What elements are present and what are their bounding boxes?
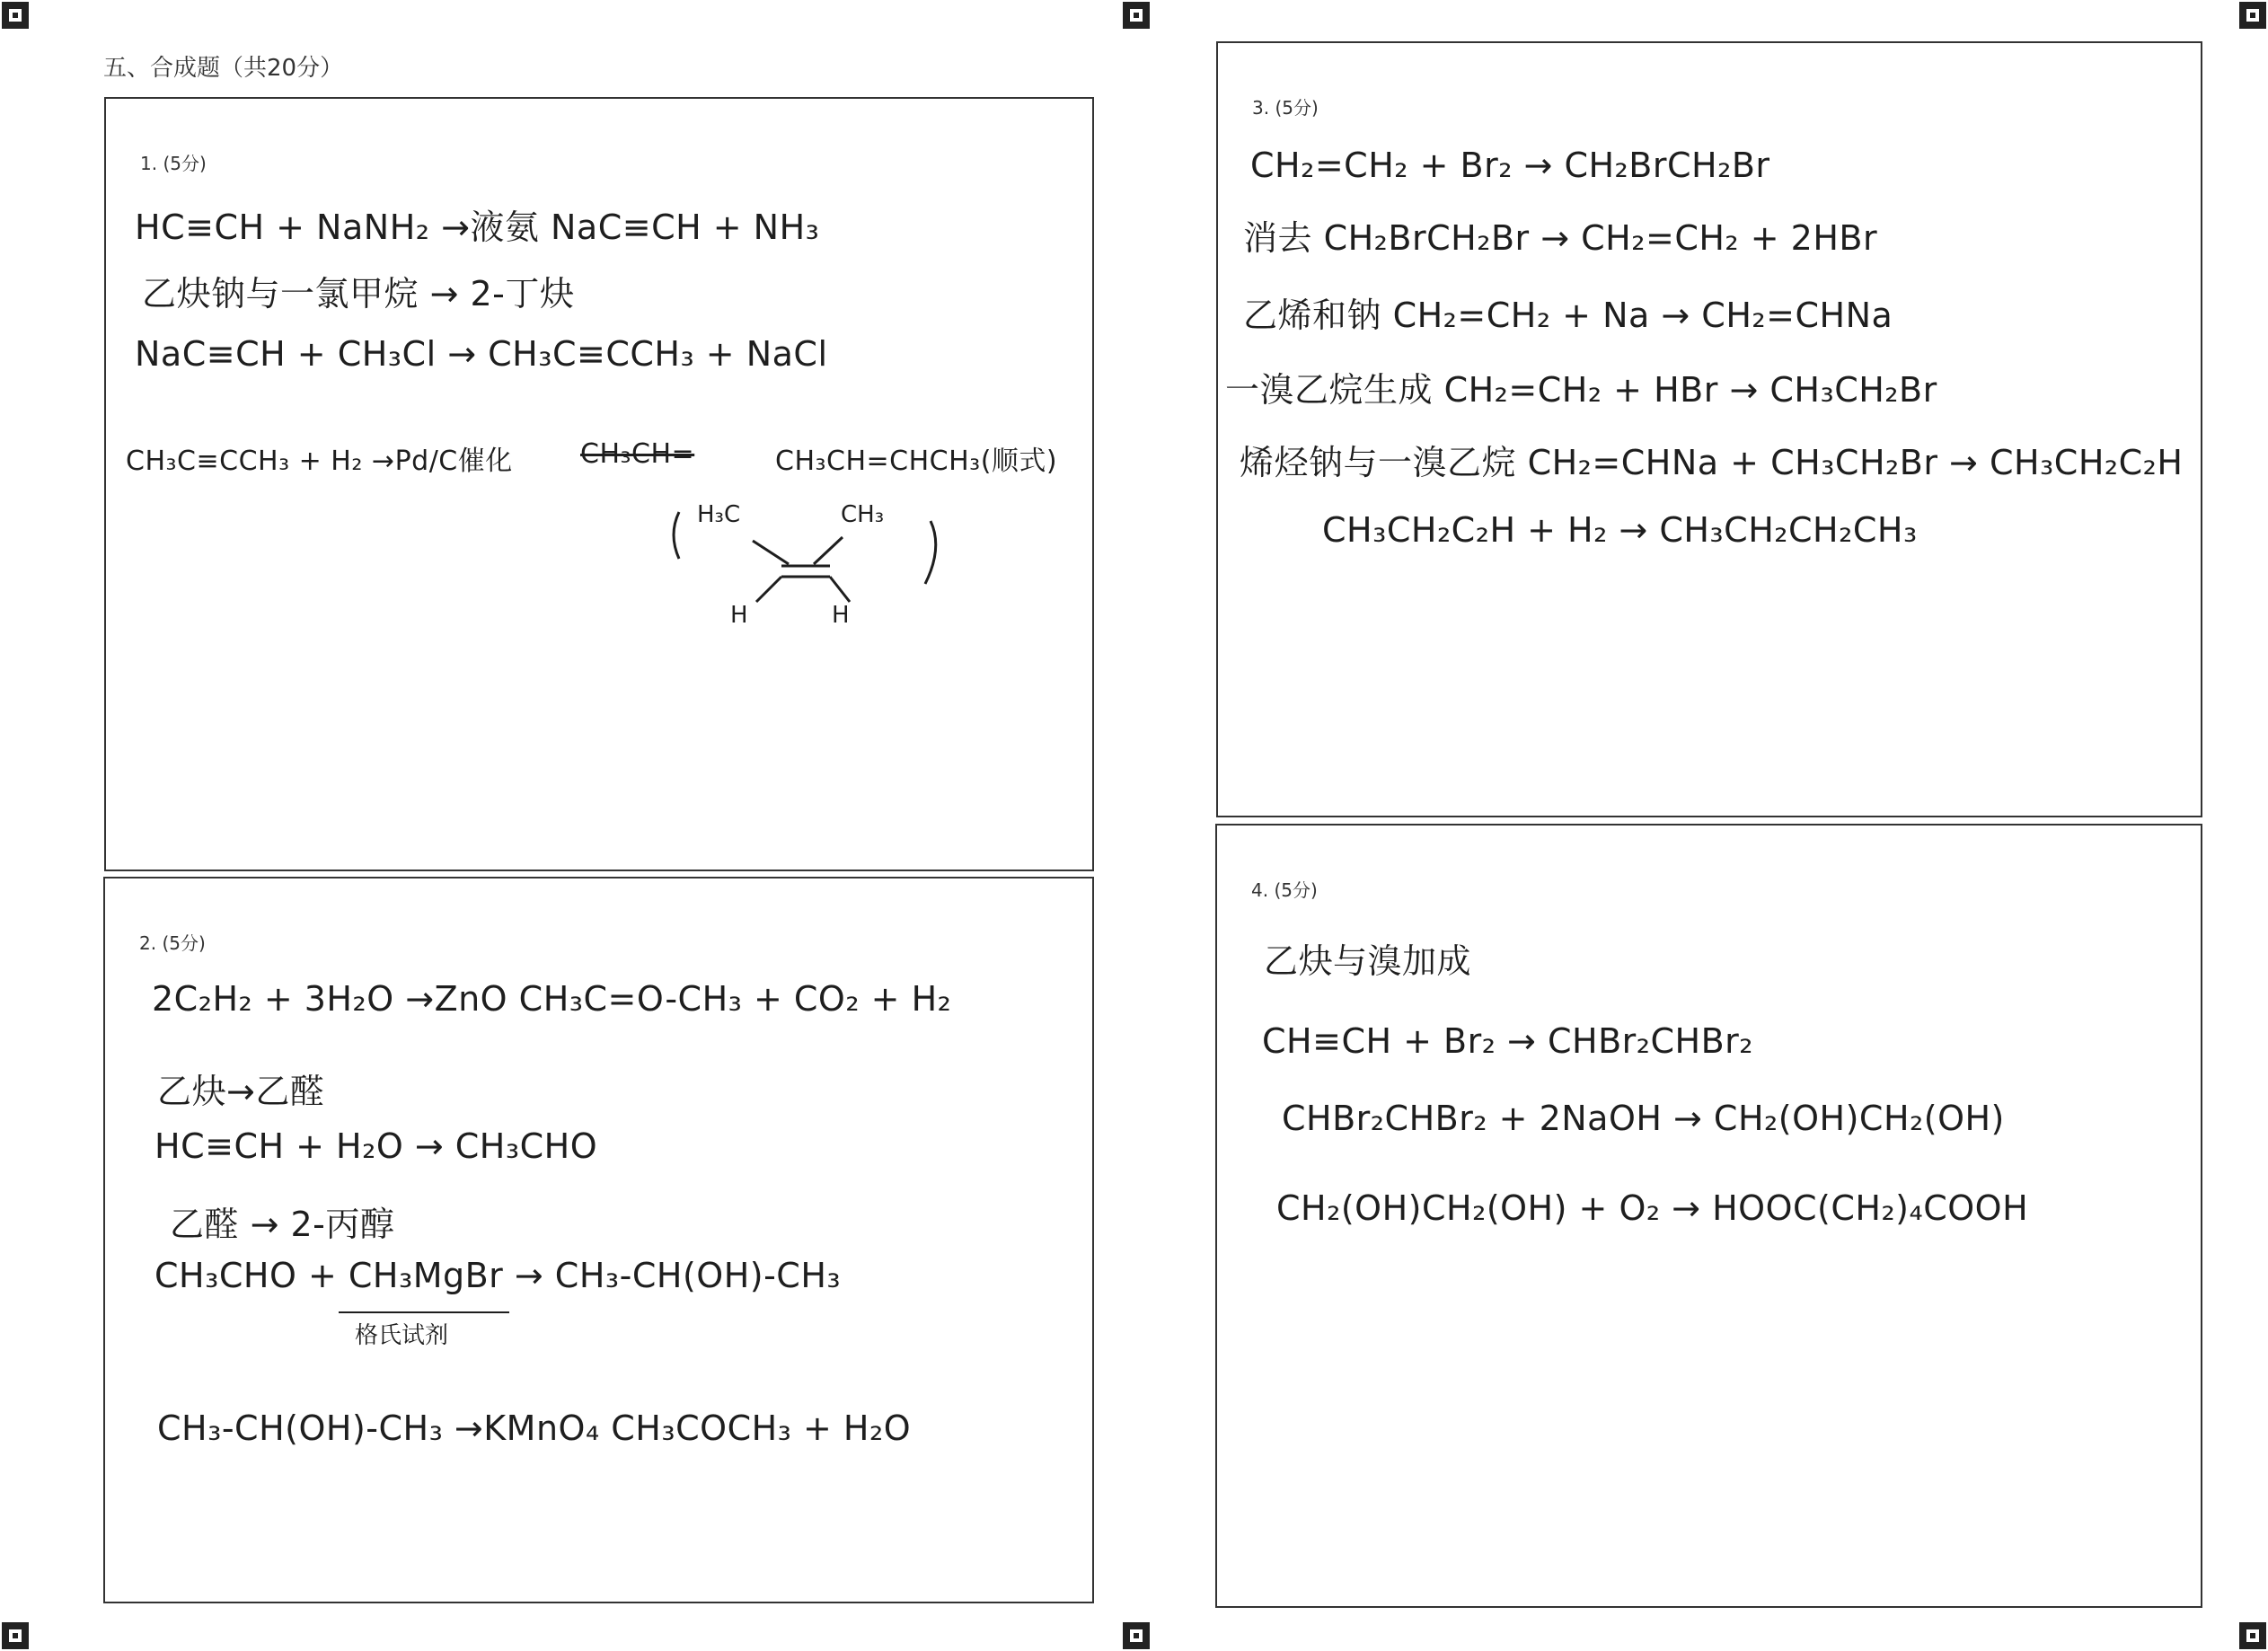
answer-line: 乙炔与溴加成	[1264, 941, 1472, 981]
reagent-note: 格氏试剂	[355, 1322, 449, 1349]
question-label: 4. (5分)	[1251, 879, 1318, 901]
answer-line: CH₃CH=CHCH₃(顺式)	[775, 446, 1058, 477]
structure-label-h-left: H	[730, 602, 748, 629]
answer-line: 乙炔→乙醛	[157, 1072, 325, 1111]
registration-marker-bottom-left	[2, 1622, 29, 1649]
structure-label-ch3: CH₃	[841, 501, 885, 528]
registration-marker-top-left	[2, 2, 29, 29]
registration-marker-top-right	[2239, 2, 2266, 29]
question-label: 2. (5分)	[139, 932, 206, 954]
answer-line: 乙醛 → 2-丙醇	[170, 1205, 395, 1244]
reagent-underline	[339, 1311, 509, 1313]
struck-text: CH₃CH=	[580, 438, 695, 470]
structure-label-h-right: H	[832, 602, 850, 629]
answer-box-q2	[103, 877, 1094, 1603]
answer-line: HC≡CH + NaNH₂ →液氨 NaC≡CH + NH₃	[135, 207, 820, 247]
answer-line: 2C₂H₂ + 3H₂O →ZnO CH₃C=O-CH₃ + CO₂ + H₂	[152, 979, 952, 1019]
answer-line: CH₂=CH₂ + Br₂ → CH₂BrCH₂Br	[1250, 146, 1770, 185]
answer-line: CH₃CH₂C₂H + H₂ → CH₃CH₂CH₂CH₃	[1322, 510, 1918, 550]
registration-marker-top-middle	[1123, 2, 1150, 29]
answer-line: 消去 CH₂BrCH₂Br → CH₂=CH₂ + 2HBr	[1243, 218, 1878, 258]
answer-line: CHBr₂CHBr₂ + 2NaOH → CH₂(OH)CH₂(OH)	[1282, 1099, 2005, 1138]
answer-line: CH₃CHO + CH₃MgBr → CH₃-CH(OH)-CH₃	[154, 1256, 842, 1295]
answer-line: 乙炔钠与一氯甲烷 → 2-丁炔	[142, 274, 575, 313]
answer-box-q1	[104, 97, 1094, 871]
answer-line: CH₃C≡CCH₃ + H₂ →Pd/C催化	[126, 446, 513, 477]
answer-line: 烯烃钠与一溴乙烷 CH₂=CHNa + CH₃CH₂Br → CH₃CH₂C₂H	[1240, 443, 2184, 482]
answer-box-q3	[1216, 41, 2202, 817]
registration-marker-bottom-right	[2239, 1622, 2266, 1649]
answer-line: HC≡CH + H₂O → CH₃CHO	[154, 1126, 598, 1166]
answer-line: CH₃-CH(OH)-CH₃ →KMnO₄ CH₃COCH₃ + H₂O	[157, 1408, 912, 1448]
answer-line: NaC≡CH + CH₃Cl → CH₃C≡CCH₃ + NaCl	[135, 334, 828, 374]
answer-box-q4	[1215, 824, 2202, 1608]
answer-line: 一溴乙烷生成 CH₂=CH₂ + HBr → CH₃CH₂Br	[1225, 370, 1937, 410]
question-label: 3. (5分)	[1252, 97, 1319, 119]
structure-label-h3c: H₃C	[697, 501, 741, 528]
answer-line: CH₂(OH)CH₂(OH) + O₂ → HOOC(CH₂)₄COOH	[1276, 1188, 2029, 1228]
section-title: 五、合成题（共20分）	[103, 55, 344, 82]
question-label: 1. (5分)	[140, 153, 207, 174]
registration-marker-bottom-middle	[1123, 1622, 1150, 1649]
answer-line: 乙烯和钠 CH₂=CH₂ + Na → CH₂=CHNa	[1243, 296, 1893, 335]
answer-line: CH≡CH + Br₂ → CHBr₂CHBr₂	[1262, 1021, 1754, 1061]
